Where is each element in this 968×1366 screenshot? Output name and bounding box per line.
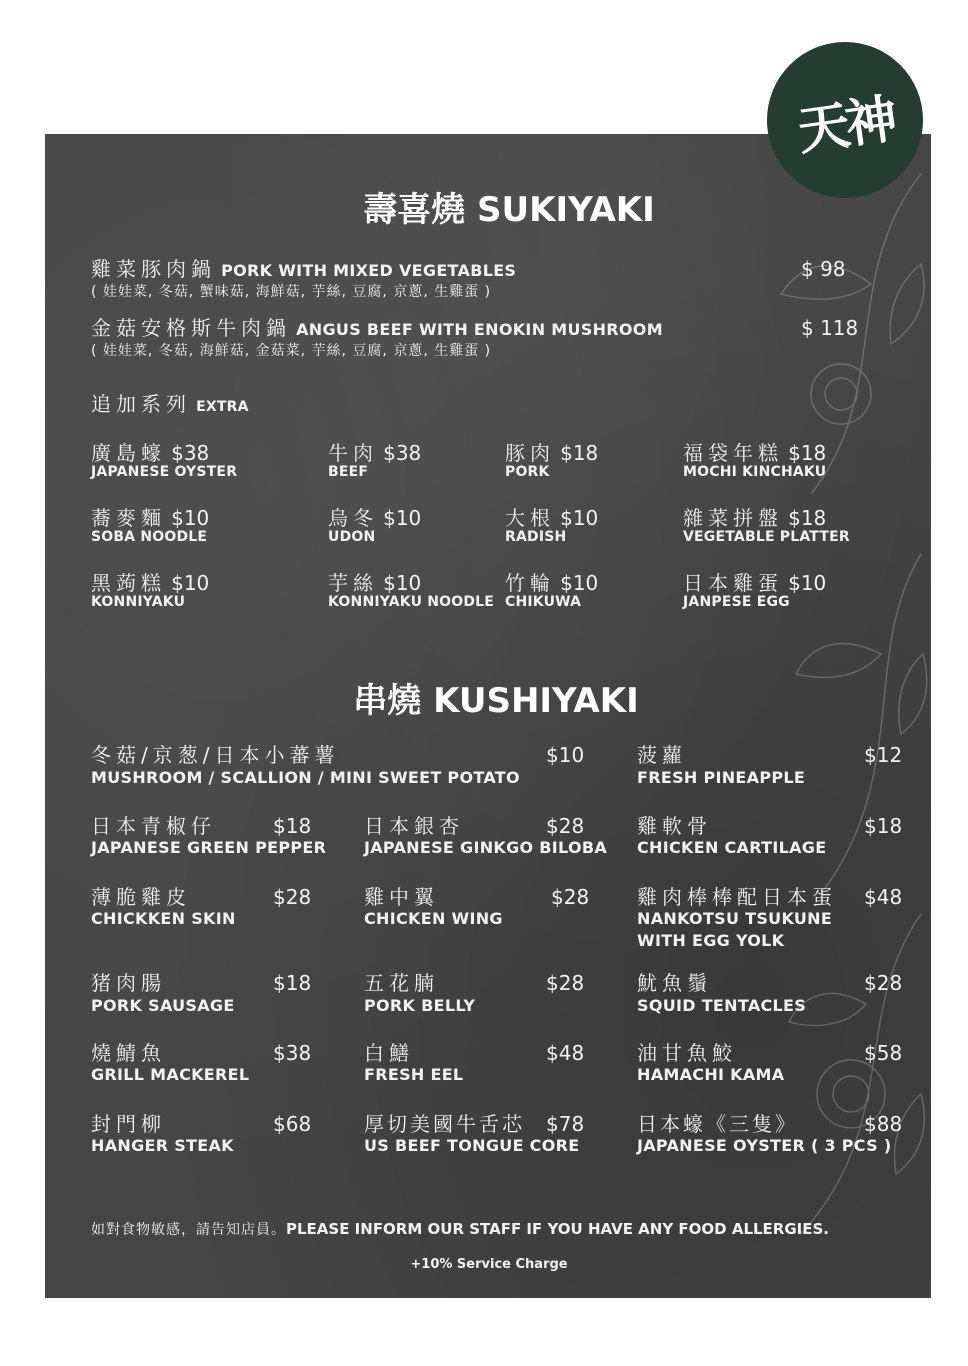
logo-text: 天神 — [793, 88, 898, 162]
kushiyaki-item-zh: 油甘魚鮫 — [637, 1041, 737, 1065]
extra-item-zh: 大根 — [505, 506, 555, 530]
kushiyaki-item-zh: 雞中翼 — [364, 885, 439, 909]
kushiyaki-item-price: $18 — [273, 814, 312, 838]
kushiyaki-item-zh: 日本蠔《三隻》 — [637, 1112, 798, 1136]
extra-item-zh: 蕎麥麵 — [91, 506, 166, 530]
extra-item-en: CHIKUWA — [505, 594, 582, 610]
sukiyaki-item-en: ANGUS BEEF WITH ENOKIN MUSHROOM — [296, 320, 663, 339]
kushiyaki-item-price: $28 — [546, 971, 585, 995]
extra-item-zh: 烏冬 — [328, 506, 378, 530]
extra-item-zh: 日本雞蛋 — [683, 571, 783, 595]
allergy-note-zh: 如對食物敏感，請告知店員。 — [91, 1222, 286, 1238]
kushiyaki-item-en: US BEEF TONGUE CORE — [364, 1136, 580, 1155]
extra-item-en: JANPESE EGG — [683, 594, 790, 610]
kushiyaki-item-en: JAPANESE GINKGO BILOBA — [364, 838, 608, 857]
sukiyaki-item-price: $ 98 — [801, 257, 846, 281]
kushiyaki-item-price: $28 — [273, 885, 312, 909]
kushiyaki-item-price: $48 — [546, 1041, 585, 1065]
kushiyaki-item-en: PORK SAUSAGE — [91, 996, 235, 1015]
extra-item — [91, 443, 209, 463]
extra-item — [505, 508, 598, 528]
kushiyaki-item-price: $28 — [864, 971, 903, 995]
extra-item-en: JAPANESE OYSTER — [91, 464, 238, 480]
kushiyaki-item-en: MUSHROOM / SCALLION / MINI SWEET POTATO — [91, 768, 520, 787]
extra-item — [328, 508, 421, 528]
extra-heading-en: EXTRA — [196, 399, 249, 415]
kushiyaki-item-zh: 日本青椒仔 — [91, 814, 216, 838]
extra-item-price: $10 — [560, 571, 599, 595]
kushiyaki-item-price: $18 — [864, 814, 903, 838]
allergy-note — [91, 1221, 829, 1237]
extra-item-price: $10 — [788, 571, 827, 595]
extra-item-price: $10 — [560, 506, 599, 530]
kushiyaki-item-en: CHICKEN CARTILAGE — [637, 838, 827, 857]
kushiyaki-item-en: CHICKKEN SKIN — [91, 909, 236, 928]
kushiyaki-item-price: $10 — [546, 743, 585, 767]
kushiyaki-item-en-line2: WITH EGG YOLK — [637, 931, 785, 950]
extra-item — [328, 443, 421, 463]
kushiyaki-item-price: $68 — [273, 1112, 312, 1136]
extra-heading — [91, 394, 249, 414]
extra-item — [683, 573, 826, 593]
kushiyaki-item-price: $18 — [273, 971, 312, 995]
sukiyaki-item-zh: 金菇安格斯牛肉鍋 — [91, 316, 291, 340]
kushiyaki-item-en: GRILL MACKEREL — [91, 1065, 250, 1084]
kushiyaki-item-zh: 五花腩 — [364, 971, 439, 995]
extra-item-en: KONNIYAKU NOODLE — [328, 594, 495, 610]
sukiyaki-item-desc: ( 娃娃菜, 冬菇, 海鮮菇, 金菇菜, 芋絲, 豆腐, 京蔥, 生雞蛋 ) — [91, 343, 492, 359]
extra-heading-zh: 追加系列 — [91, 392, 191, 416]
extra-item-price: $18 — [788, 441, 827, 465]
extra-item-price: $10 — [383, 506, 422, 530]
extra-item — [505, 443, 598, 463]
sukiyaki-item-desc: ( 娃娃菜, 冬菇, 蟹味菇, 海鮮菇, 芋絲, 豆腐, 京蔥, 生雞蛋 ) — [91, 284, 492, 300]
extra-item-en: SOBA NOODLE — [91, 529, 208, 545]
extra-item-price: $18 — [788, 506, 827, 530]
kushiyaki-item-en: HAMACHI KAMA — [637, 1065, 785, 1084]
extra-item-zh: 竹輪 — [505, 571, 555, 595]
extra-item-price: $38 — [171, 441, 210, 465]
kushiyaki-item-price: $58 — [864, 1041, 903, 1065]
extra-item-en: KONNIYAKU — [91, 594, 186, 610]
extra-item — [91, 508, 209, 528]
extra-item-zh: 雜菜拼盤 — [683, 506, 783, 530]
sukiyaki-item-name — [91, 259, 516, 279]
kushiyaki-item-price: $78 — [546, 1112, 585, 1136]
kushiyaki-item-zh: 白鱔 — [364, 1041, 414, 1065]
kushiyaki-item-zh: 猪肉腸 — [91, 971, 166, 995]
extra-item-en: RADISH — [505, 529, 567, 545]
kushiyaki-item-price: $48 — [864, 885, 903, 909]
kushiyaki-item-zh: 雞肉棒棒配日本蛋 — [637, 885, 837, 909]
kushiyaki-item-en: PORK BELLY — [364, 996, 476, 1015]
extra-item-zh: 豚肉 — [505, 441, 555, 465]
extra-item — [683, 443, 826, 463]
section-title-kushiyaki: 串燒 KUSHIYAKI — [353, 681, 639, 721]
sukiyaki-item-en: PORK WITH MIXED VEGETABLES — [221, 261, 517, 280]
extra-item-zh: 黑蒟糕 — [91, 571, 166, 595]
service-charge: +10% Service Charge — [410, 1257, 568, 1272]
kushiyaki-item-price: $12 — [864, 743, 903, 767]
extra-item-zh: 芋絲 — [328, 571, 378, 595]
kushiyaki-item-zh: 燒鯖魚 — [91, 1041, 166, 1065]
kushiyaki-item-zh: 封門柳 — [91, 1112, 166, 1136]
extra-item-zh: 廣島蠔 — [91, 441, 166, 465]
sukiyaki-item-zh: 雞菜豚肉鍋 — [91, 257, 216, 281]
kushiyaki-item-price: $28 — [546, 814, 585, 838]
extra-item-en: PORK — [505, 464, 550, 480]
extra-item-price: $38 — [383, 441, 422, 465]
kushiyaki-item-en: CHICKEN WING — [364, 909, 503, 928]
kushiyaki-item-en: JAPANESE OYSTER ( 3 PCS ) — [637, 1136, 892, 1155]
kushiyaki-item-en: NANKOTSU TSUKUNE — [637, 909, 833, 928]
extra-item-zh: 福袋年糕 — [683, 441, 783, 465]
kushiyaki-item-price: $28 — [551, 885, 590, 909]
extra-item-en: VEGETABLE PLATTER — [683, 529, 850, 545]
extra-item-en: UDON — [328, 529, 376, 545]
sukiyaki-item-name — [91, 318, 663, 338]
kushiyaki-item-en: SQUID TENTACLES — [637, 996, 807, 1015]
extra-item — [91, 573, 209, 593]
allergy-note-en: PLEASE INFORM OUR STAFF IF YOU HAVE ANY FOOD ALLERGIES. — [286, 1220, 829, 1238]
kushiyaki-item-zh: 薄脆雞皮 — [91, 885, 191, 909]
kushiyaki-item-en: FRESH PINEAPPLE — [637, 768, 806, 787]
kushiyaki-item-zh: 日本銀杏 — [364, 814, 464, 838]
kushiyaki-item-price: $88 — [864, 1112, 903, 1136]
extra-item-price: $10 — [171, 506, 210, 530]
sukiyaki-item-price: $ 118 — [801, 316, 859, 340]
extra-item-zh: 牛肉 — [328, 441, 378, 465]
kushiyaki-item-zh: 厚切美國牛舌芯 — [364, 1112, 525, 1136]
section-title-sukiyaki: 壽喜燒 SUKIYAKI — [363, 190, 655, 230]
extra-item-price: $10 — [171, 571, 210, 595]
kushiyaki-item-zh: 冬菇/京葱/日本小蕃薯 — [91, 743, 340, 767]
extra-item-price: $18 — [560, 441, 599, 465]
kushiyaki-item-zh: 魷魚鬚 — [637, 971, 712, 995]
extra-item — [505, 573, 598, 593]
kushiyaki-item-en: FRESH EEL — [364, 1065, 464, 1084]
kushiyaki-item-en: JAPANESE GREEN PEPPER — [91, 838, 327, 857]
logo-badge — [767, 42, 923, 198]
extra-item — [328, 573, 421, 593]
extra-item — [683, 508, 826, 528]
kushiyaki-item-zh: 雞軟骨 — [637, 814, 712, 838]
kushiyaki-item-en: HANGER STEAK — [91, 1136, 234, 1155]
extra-item-en: BEEF — [328, 464, 369, 480]
kushiyaki-item-price: $38 — [273, 1041, 312, 1065]
kushiyaki-item-zh: 菠蘿 — [637, 743, 687, 767]
extra-item-en: MOCHI KINCHAKU — [683, 464, 827, 480]
extra-item-price: $10 — [383, 571, 422, 595]
